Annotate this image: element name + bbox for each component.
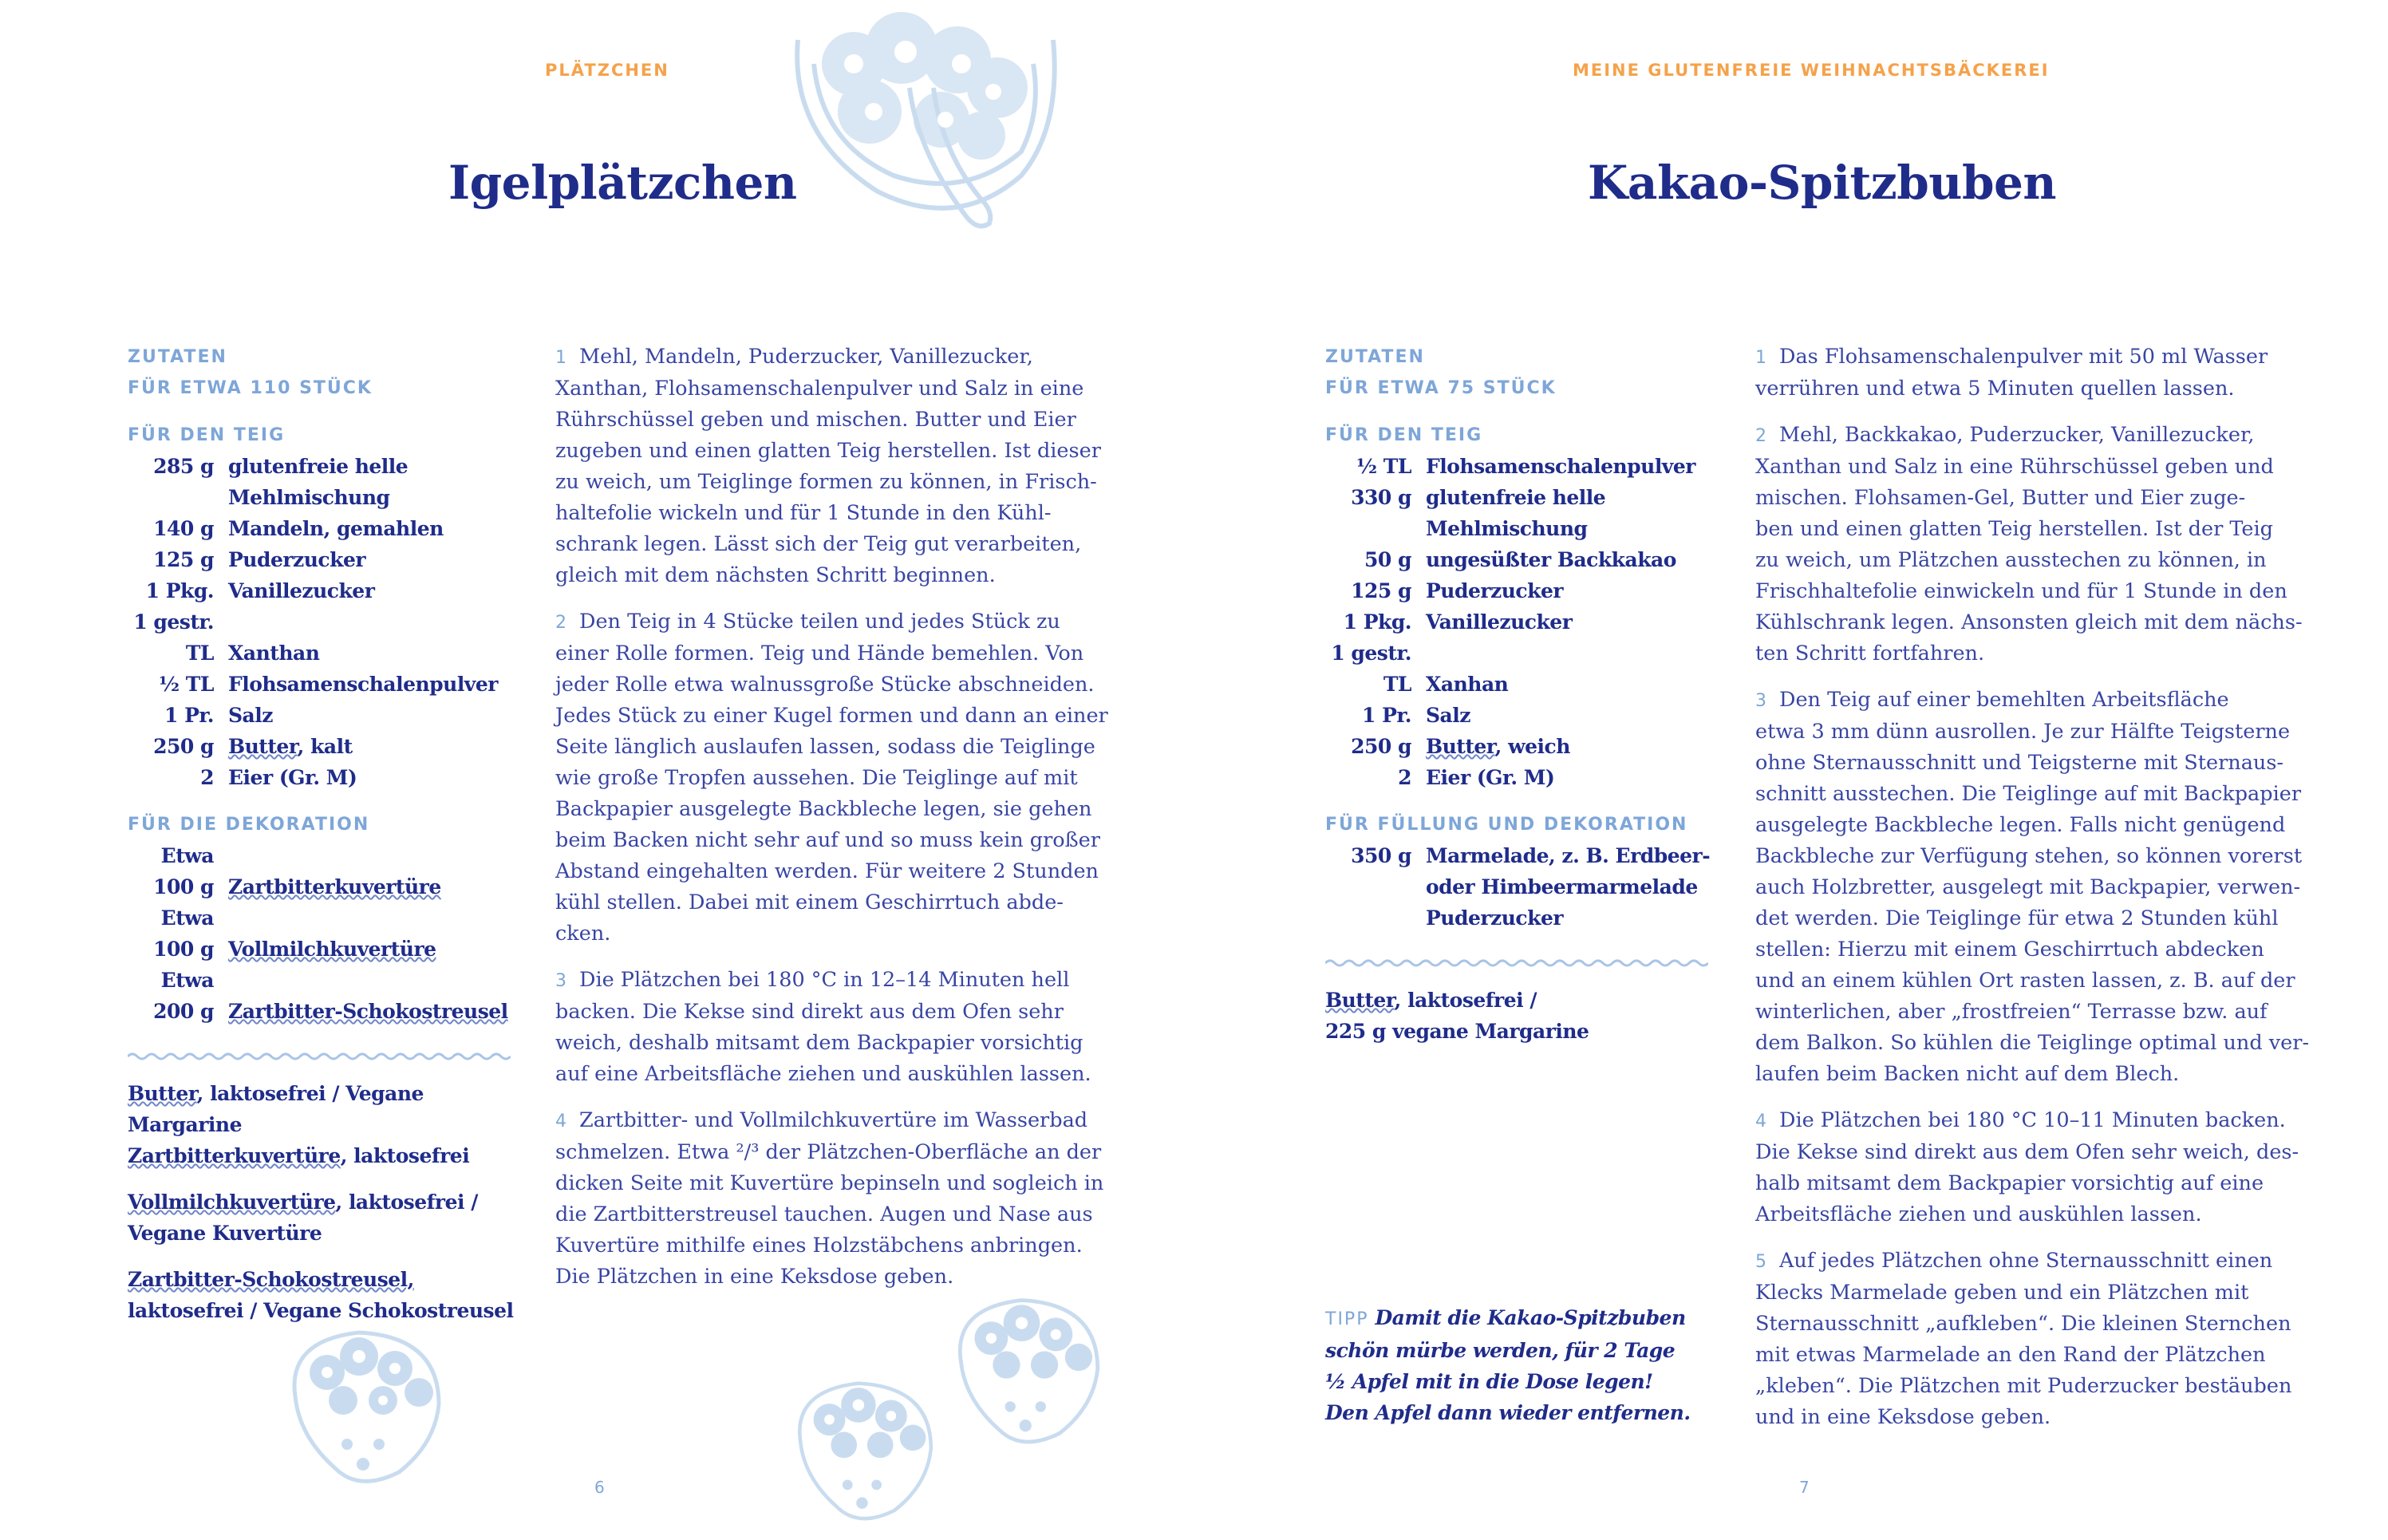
- alternative-ingredient: Zartbitterkuvertüre: [128, 1144, 341, 1167]
- step-line: [555, 529, 1114, 560]
- alternative-ingredient: Vollmilchkuvertüre: [128, 1191, 336, 1214]
- step-line: [1755, 965, 2314, 997]
- step-text: det werden. Die Teiglinge für etwa 2 Stunden kühl: [1755, 906, 2279, 930]
- step-text: backen. Die Kekse sind direkt aus dem Ofen sehr: [555, 1000, 1064, 1024]
- step-text: Mehl, Mandeln, Puderzucker, Vanillezucker,: [579, 345, 1033, 369]
- page-title: Kakao-Spitzbuben: [1588, 156, 2057, 210]
- ingredient-amount: 1 Pkg.: [1343, 610, 1411, 634]
- running-head: PLÄTZCHEN: [545, 61, 669, 80]
- ingredient-amount: 2: [1398, 766, 1411, 789]
- ingredient-amount: 285 g: [153, 455, 214, 478]
- ingredient-row: [128, 840, 519, 871]
- step-line: [555, 825, 1114, 856]
- alternative-line: [1325, 1016, 1716, 1047]
- step-line: [1755, 934, 2314, 965]
- alternative-line: [1325, 985, 1716, 1016]
- step-line: [555, 560, 1114, 591]
- ingredient-name: Xanthan: [228, 642, 320, 665]
- step-line: [555, 1262, 1114, 1293]
- step-text: und in eine Keksdose geben.: [1755, 1405, 2051, 1429]
- step-line: [1755, 841, 2314, 872]
- ingredient-row: [1325, 731, 1716, 762]
- alternative-text: laktosefrei / Vegane Schokostreusel: [128, 1299, 514, 1322]
- step-paragraph: [1755, 685, 2314, 1090]
- hedgehog-cookie-icon: [279, 1325, 455, 1492]
- hedgehog-cookie-icon: [786, 1372, 945, 1532]
- ingredient-amount: 200 g: [153, 1000, 214, 1023]
- step-line: [555, 887, 1114, 918]
- ingredient-name: [228, 871, 519, 902]
- step-line: [1755, 576, 2314, 607]
- ingredient-row: [1325, 669, 1716, 700]
- ingredient-name: Salz: [228, 704, 273, 727]
- ingredient-row: [1325, 700, 1716, 731]
- ingredient-amount: TL: [1383, 673, 1411, 696]
- step-paragraph: [555, 1105, 1114, 1293]
- step-line: [1755, 342, 2314, 373]
- bowl-illustration-icon: [766, 0, 1085, 247]
- step-text: Mehl, Backkakao, Puderzucker, Vanillezucker,: [1779, 423, 2255, 447]
- step-line: [1755, 1137, 2314, 1168]
- alternative-entry: [128, 1187, 519, 1249]
- step-line: [555, 794, 1114, 825]
- ingredient-row: [128, 996, 519, 1027]
- step-text: Arbeitsfläche ziehen und auskühlen lassen.: [1755, 1202, 2202, 1226]
- step-line: [555, 669, 1114, 701]
- step-text: dicken Seite mit Kuvertüre bepinseln und sogleich in: [555, 1171, 1104, 1195]
- ingredient-amount: 1 gestr.: [133, 610, 214, 634]
- ingredient-row: [1325, 544, 1716, 575]
- step-text: stellen: Hierzu mit einem Geschirrtuch abdecken: [1755, 938, 2264, 962]
- step-text: dem Balkon. So kühlen die Teiglinge optimal und ver-: [1755, 1031, 2310, 1055]
- step-text: Klecks Marmelade geben und ein Plätzchen mit: [1755, 1281, 2249, 1305]
- step-number: 2: [1755, 426, 1766, 446]
- step-text: Die Plätzchen in eine Keksdose geben.: [555, 1265, 954, 1289]
- ingredient-row: [128, 606, 519, 638]
- step-line: [555, 1105, 1114, 1137]
- step-text: beim Backen nicht sehr auf und so muss kein großer: [555, 828, 1100, 852]
- step-line: [555, 405, 1114, 436]
- step-line: [1755, 1168, 2314, 1199]
- step-text: auf eine Arbeitsfläche ziehen und auskühlen lassen.: [555, 1062, 1091, 1086]
- step-text: mit etwas Marmelade an den Rand der Plätzchen: [1755, 1343, 2266, 1367]
- step-text: gleich mit dem nächsten Schritt beginnen.: [555, 563, 996, 587]
- step-line: [1755, 1371, 2314, 1402]
- ingredients-caption: ZUTATEN: [128, 347, 227, 367]
- step-text: Die Plätzchen bei 180 °C in 12–14 Minuten hell: [579, 968, 1070, 992]
- step-text: ten Schritt fortfahren.: [1755, 642, 1985, 665]
- step-text: Den Teig in 4 Stücke teilen und jedes Stück zu: [579, 610, 1060, 634]
- ingredient-row: [128, 762, 519, 793]
- alternative-entry: [128, 1264, 519, 1326]
- step-line: [1755, 1277, 2314, 1309]
- ingredient-name-link: Butter: [1426, 735, 1495, 758]
- ingredient-name: Mandeln, gemahlen: [228, 517, 444, 540]
- step-text: Die Kekse sind direkt aus dem Ofen sehr weich, des-: [1755, 1140, 2299, 1164]
- ingredient-name: [228, 731, 519, 762]
- ingredients-panel: [128, 342, 519, 1341]
- step-text: laufen beim Backen nicht auf dem Blech.: [1755, 1062, 2180, 1086]
- step-line: [555, 856, 1114, 887]
- step-paragraph: [1755, 1105, 2314, 1230]
- step-line: [1755, 545, 2314, 576]
- page-number: 6: [594, 1478, 605, 1497]
- ingredient-row: [128, 902, 519, 934]
- dough-ingredient-list: [1325, 451, 1716, 793]
- step-text: Xanthan und Salz in eine Rührschüssel geben und: [1755, 455, 2274, 479]
- step-line: [1755, 420, 2314, 452]
- ingredient-name: Puderzucker: [1426, 579, 1564, 602]
- wavy-divider: [1325, 956, 1708, 970]
- ingredient-amount: 1 gestr.: [1331, 642, 1411, 665]
- decoration-caption: FÜR FÜLLUNG UND DEKORATION: [1325, 815, 1688, 835]
- step-number: 2: [555, 613, 566, 633]
- ingredient-name: glutenfreie helle Mehlmischung: [228, 455, 409, 509]
- step-text: Das Flohsamenschalenpulver mit 50 ml Wasser: [1779, 345, 2268, 369]
- ingredient-amount: ½ TL: [159, 673, 214, 696]
- ingredient-name: [228, 996, 519, 1027]
- running-head: MEINE GLUTENFREIE WEIHNACHTSBÄCKEREI: [1573, 61, 2050, 80]
- step-number: 3: [555, 971, 566, 991]
- ingredient-name-link: Butter: [228, 735, 298, 758]
- step-line: [1755, 779, 2314, 810]
- step-text: zu weich, um Plätzchen ausstechen zu können, in: [1755, 548, 2267, 572]
- alternative-ingredient: Butter: [1325, 989, 1395, 1012]
- step-text: cken.: [555, 922, 611, 946]
- page-number: 7: [1799, 1478, 1810, 1497]
- ingredient-amount: [1325, 902, 1426, 934]
- step-text: Rührschüssel geben und mischen. Butter und Eier: [555, 408, 1076, 432]
- step-line: [1755, 810, 2314, 841]
- ingredient-name: Flohsamenschalenpulver: [1426, 455, 1695, 478]
- step-text: zu weich, um Teiglinge formen zu können, in Frisch-: [555, 470, 1097, 494]
- alternative-text: , laktosefrei / Vegane Kuvertüre: [128, 1191, 478, 1245]
- step-line: [1755, 483, 2314, 514]
- step-text: Auf jedes Plätzchen ohne Sternausschnitt einen: [1779, 1249, 2273, 1273]
- step-text: verrühren und etwa 5 Minuten quellen lassen.: [1755, 377, 2235, 401]
- ingredient-row: [1325, 451, 1716, 482]
- step-line: [555, 1199, 1114, 1230]
- step-text: Seite länglich auslaufen lassen, sodass die Teiglinge: [555, 735, 1095, 759]
- step-line: [555, 1028, 1114, 1059]
- step-text: auch Holzbretter, ausgelegt mit Backpapier, verwen-: [1755, 875, 2301, 899]
- ingredient-name: ungesüßter Backkakao: [1426, 548, 1676, 571]
- right-page: [1194, 0, 2388, 1540]
- alternative-text: 225 g vegane Margarine: [1325, 1020, 1589, 1043]
- step-line: [1755, 872, 2314, 903]
- lactose-free-alternatives: [128, 1078, 519, 1326]
- yield-caption: FÜR ETWA 75 STÜCK: [1325, 378, 1557, 398]
- tip-label: TIPP: [1325, 1309, 1369, 1329]
- ingredient-name-suffix: , kalt: [297, 735, 353, 758]
- step-line: [555, 732, 1114, 763]
- ingredient-amount: Etwa: [160, 906, 214, 930]
- ingredient-amount: 250 g: [1351, 735, 1411, 758]
- step-line: [555, 1059, 1114, 1090]
- ingredient-name-link: Vollmilchkuvertüre: [228, 938, 436, 961]
- step-text: zugeben und einen glatten Teig herstellen. Ist dieser: [555, 439, 1101, 463]
- ingredient-name: Xanhan: [1426, 673, 1509, 696]
- ingredient-row: [1325, 482, 1716, 544]
- yield-caption: FÜR ETWA 110 STÜCK: [128, 378, 373, 398]
- step-text: Kuvertüre mithilfe eines Holzstäbchens anbringen.: [555, 1234, 1083, 1258]
- step-text: Sternausschnitt „aufkleben“. Die kleinen Sternchen: [1755, 1312, 2291, 1336]
- ingredient-name: Eier (Gr. M): [1426, 766, 1555, 789]
- alternative-text: , laktosefrei /: [1394, 989, 1537, 1012]
- step-text: schmelzen. Etwa ²/³ der Plätzchen-Oberfläche an der: [555, 1140, 1102, 1164]
- ingredient-row: [128, 638, 519, 669]
- step-line: [555, 638, 1114, 669]
- ingredient-row: [128, 731, 519, 762]
- step-line: [1755, 997, 2314, 1028]
- step-number: 5: [1755, 1252, 1766, 1272]
- ingredient-name: Vanillezucker: [228, 579, 375, 602]
- alternative-line: [128, 1140, 519, 1171]
- dough-ingredient-list: [128, 451, 519, 793]
- ingredient-row: [128, 669, 519, 700]
- alternative-ingredient: Butter: [128, 1082, 197, 1105]
- ingredient-name: [1426, 638, 1716, 669]
- ingredient-amount: 100 g: [153, 875, 214, 898]
- ingredient-row: [1325, 762, 1716, 793]
- ingredient-amount: TL: [185, 642, 214, 665]
- step-text: schrank legen. Lässt sich der Teig gut verarbeiten,: [555, 532, 1082, 556]
- step-number: 1: [1755, 348, 1766, 368]
- step-text: winterlichen, aber „frostfreien“ Terrasse bzw. auf: [1755, 1000, 2268, 1024]
- ingredient-name: Salz: [1426, 704, 1470, 727]
- tip-box: [1325, 1302, 1700, 1428]
- alternative-line: [128, 1264, 519, 1326]
- ingredient-row: [1325, 840, 1716, 902]
- step-number: 1: [555, 348, 566, 368]
- step-line: [1755, 1059, 2314, 1090]
- dough-caption: FÜR DEN TEIG: [128, 425, 286, 445]
- step-line: [555, 498, 1114, 529]
- ingredient-row: [128, 934, 519, 965]
- ingredients-panel: [1325, 342, 1716, 1062]
- step-line: [555, 342, 1114, 373]
- step-text: Frischhaltefolie einwickeln und für 1 Stunde in den: [1755, 579, 2287, 603]
- ingredient-row: [128, 700, 519, 731]
- preparation-steps: [555, 342, 1114, 1308]
- ingredient-name: [228, 902, 519, 934]
- ingredient-name: [228, 965, 519, 996]
- ingredient-amount: 250 g: [153, 735, 214, 758]
- ingredient-name: Puderzucker: [1426, 906, 1564, 930]
- step-line: [1755, 1402, 2314, 1433]
- ingredient-name: Puderzucker: [228, 548, 366, 571]
- ingredient-amount: 140 g: [153, 517, 214, 540]
- ingredient-row: [128, 451, 519, 513]
- step-line: [555, 965, 1114, 997]
- step-line: [555, 436, 1114, 467]
- step-paragraph: [1755, 342, 2314, 405]
- ingredient-name: [1426, 731, 1716, 762]
- step-line: [1755, 1340, 2314, 1371]
- step-text: Xanthan, Flohsamenschalenpulver und Salz in eine: [555, 377, 1084, 401]
- step-text: mischen. Flohsamen-Gel, Butter und Eier zuge-: [1755, 486, 2246, 510]
- decoration-ingredient-list: [128, 840, 519, 1027]
- alternative-text: , laktosefrei / Vegane Margarine: [128, 1082, 424, 1136]
- hedgehog-cookie-icon: [945, 1293, 1113, 1452]
- ingredient-amount: 2: [200, 766, 214, 789]
- preparation-steps: [1755, 342, 2314, 1448]
- step-number: 4: [555, 1112, 566, 1131]
- step-number: 4: [1755, 1112, 1766, 1131]
- ingredient-row: [128, 575, 519, 606]
- step-text: haltefolie wickeln und für 1 Stunde in den Kühl-: [555, 501, 1052, 525]
- dough-caption: FÜR DEN TEIG: [1325, 425, 1483, 445]
- step-line: [1755, 514, 2314, 545]
- step-line: [555, 918, 1114, 950]
- step-text: „kleben“. Die Plätzchen mit Puderzucker bestäuben: [1755, 1374, 2292, 1398]
- step-text: Backbleche zur Verfügung stehen, so können vorerst: [1755, 844, 2303, 868]
- ingredient-row: [1325, 902, 1716, 934]
- ingredient-name: [228, 840, 519, 871]
- step-text: kühl stellen. Dabei mit einem Geschirrtuch abde-: [555, 890, 1064, 914]
- step-text: Abstand eingehalten werden. Für weitere 2 Stunden: [555, 859, 1099, 883]
- ingredient-name: Marmelade, z. B. Erdbeer- oder Himbeermarmelade: [1426, 844, 1711, 898]
- step-line: [555, 701, 1114, 732]
- ingredient-amount: Etwa: [160, 969, 214, 992]
- step-line: [1755, 1199, 2314, 1230]
- step-line: [1755, 452, 2314, 483]
- step-line: [555, 1230, 1114, 1262]
- decoration-ingredient-list: [1325, 840, 1716, 934]
- step-paragraph: [555, 342, 1114, 591]
- ingredient-name-link: Zartbitterkuvertüre: [228, 875, 441, 898]
- step-line: [555, 763, 1114, 794]
- step-text: schnitt ausstechen. Die Teiglinge auf mit Backpapier: [1755, 782, 2302, 806]
- alternative-entry: [1325, 985, 1716, 1047]
- ingredient-name-suffix: , weich: [1494, 735, 1570, 758]
- ingredient-name: glutenfreie helle Mehlmischung: [1426, 486, 1606, 540]
- tip-text: Damit die Kakao-Spitzbuben schön mürbe werden, für 2 Tage ½ Apfel mit in die Dose legen! Den Apfel dann wieder entfernen.: [1325, 1306, 1691, 1424]
- step-line: [555, 467, 1114, 498]
- ingredient-amount: Etwa: [160, 844, 214, 867]
- ingredient-amount: 50 g: [1364, 548, 1411, 571]
- step-text: halb mitsamt dem Backpapier vorsichtig auf eine: [1755, 1171, 2264, 1195]
- ingredient-name: [228, 934, 519, 965]
- step-paragraph: [1755, 420, 2314, 669]
- step-text: etwa 3 mm dünn ausrollen. Je zur Hälfte Teigsterne: [1755, 720, 2291, 744]
- ingredient-row: [128, 513, 519, 544]
- ingredient-amount: 1 Pkg.: [145, 579, 214, 602]
- step-text: weich, deshalb mitsamt dem Backpapier vorsichtig: [555, 1031, 1083, 1055]
- ingredient-row: [128, 871, 519, 902]
- step-line: [1755, 685, 2314, 717]
- step-line: [555, 606, 1114, 638]
- ingredient-name: [228, 606, 519, 638]
- step-text: Zartbitter- und Vollmilchkuvertüre im Wasserbad: [579, 1108, 1088, 1132]
- step-line: [555, 1137, 1114, 1168]
- wavy-divider: [128, 1049, 511, 1064]
- alternative-line: [128, 1187, 519, 1249]
- step-text: Backpapier ausgelegte Backbleche legen, sie gehen: [555, 797, 1092, 821]
- alternative-line: [128, 1078, 519, 1140]
- ingredient-row: [1325, 606, 1716, 638]
- step-paragraph: [555, 965, 1114, 1090]
- alternative-entry: [128, 1078, 519, 1171]
- step-line: [1755, 748, 2314, 779]
- ingredient-amount: 350 g: [1351, 844, 1411, 867]
- ingredient-row: [128, 965, 519, 996]
- ingredient-amount: 125 g: [153, 548, 214, 571]
- step-paragraph: [555, 606, 1114, 950]
- step-line: [1755, 638, 2314, 669]
- step-line: [555, 373, 1114, 405]
- ingredient-row: [128, 544, 519, 575]
- step-line: [1755, 717, 2314, 748]
- step-text: Kühlschrank legen. Ansonsten gleich mit dem nächs-: [1755, 610, 2303, 634]
- step-text: wie große Tropfen aussehen. Die Teiglinge auf mit: [555, 766, 1078, 790]
- decoration-caption: FÜR DIE DEKORATION: [128, 815, 370, 835]
- step-text: jeder Rolle etwa walnussgroße Stücke abschneiden.: [555, 673, 1095, 697]
- ingredient-name: Vanillezucker: [1426, 610, 1573, 634]
- step-line: [1755, 1105, 2314, 1137]
- ingredient-name: Flohsamenschalenpulver: [228, 673, 498, 696]
- step-text: ohne Sternausschnitt und Teigsterne mit Sternaus-: [1755, 751, 2284, 775]
- step-text: Die Plätzchen bei 180 °C 10–11 Minuten backen.: [1779, 1108, 2286, 1132]
- alternative-text: , laktosefrei: [340, 1144, 470, 1167]
- ingredient-amount: 125 g: [1351, 579, 1411, 602]
- step-line: [1755, 1028, 2314, 1059]
- ingredient-amount: 100 g: [153, 938, 214, 961]
- step-paragraph: [1755, 1246, 2314, 1433]
- ingredient-amount: 1 Pr.: [164, 704, 214, 727]
- ingredient-name: Eier (Gr. M): [228, 766, 357, 789]
- step-line: [1755, 1246, 2314, 1277]
- step-text: Den Teig auf einer bemehlten Arbeitsfläche: [1779, 688, 2229, 712]
- step-line: [1755, 903, 2314, 934]
- step-text: einer Rolle formen. Teig und Hände bemehlen. Von: [555, 642, 1084, 665]
- page-title: Igelplätzchen: [448, 156, 797, 210]
- lactose-free-alternatives: [1325, 985, 1716, 1047]
- step-text: und an einem kühlen Ort rasten lassen, z. B. auf der: [1755, 969, 2295, 993]
- step-line: [1755, 1309, 2314, 1340]
- ingredient-amount: ½ TL: [1356, 455, 1411, 478]
- step-text: Jedes Stück zu einer Kugel formen und dann an einer: [555, 704, 1108, 728]
- step-line: [555, 997, 1114, 1028]
- step-text: ben und einen glatten Teig herstellen. Ist der Teig: [1755, 517, 2273, 541]
- step-line: [1755, 373, 2314, 405]
- ingredient-name-link: Zartbitter-Schokostreusel: [228, 1000, 508, 1023]
- step-text: die Zartbitterstreusel tauchen. Augen und Nase aus: [555, 1202, 1093, 1226]
- step-number: 3: [1755, 691, 1766, 711]
- ingredient-amount: 330 g: [1351, 486, 1411, 509]
- step-line: [555, 1168, 1114, 1199]
- ingredient-amount: 1 Pr.: [1362, 704, 1411, 727]
- ingredients-caption: ZUTATEN: [1325, 347, 1425, 367]
- step-text: ausgelegte Backbleche legen. Falls nicht genügend: [1755, 813, 2286, 837]
- alternative-ingredient: Zartbitter-Schokostreusel,: [128, 1268, 414, 1291]
- ingredient-row: [1325, 638, 1716, 669]
- ingredient-row: [1325, 575, 1716, 606]
- step-line: [1755, 607, 2314, 638]
